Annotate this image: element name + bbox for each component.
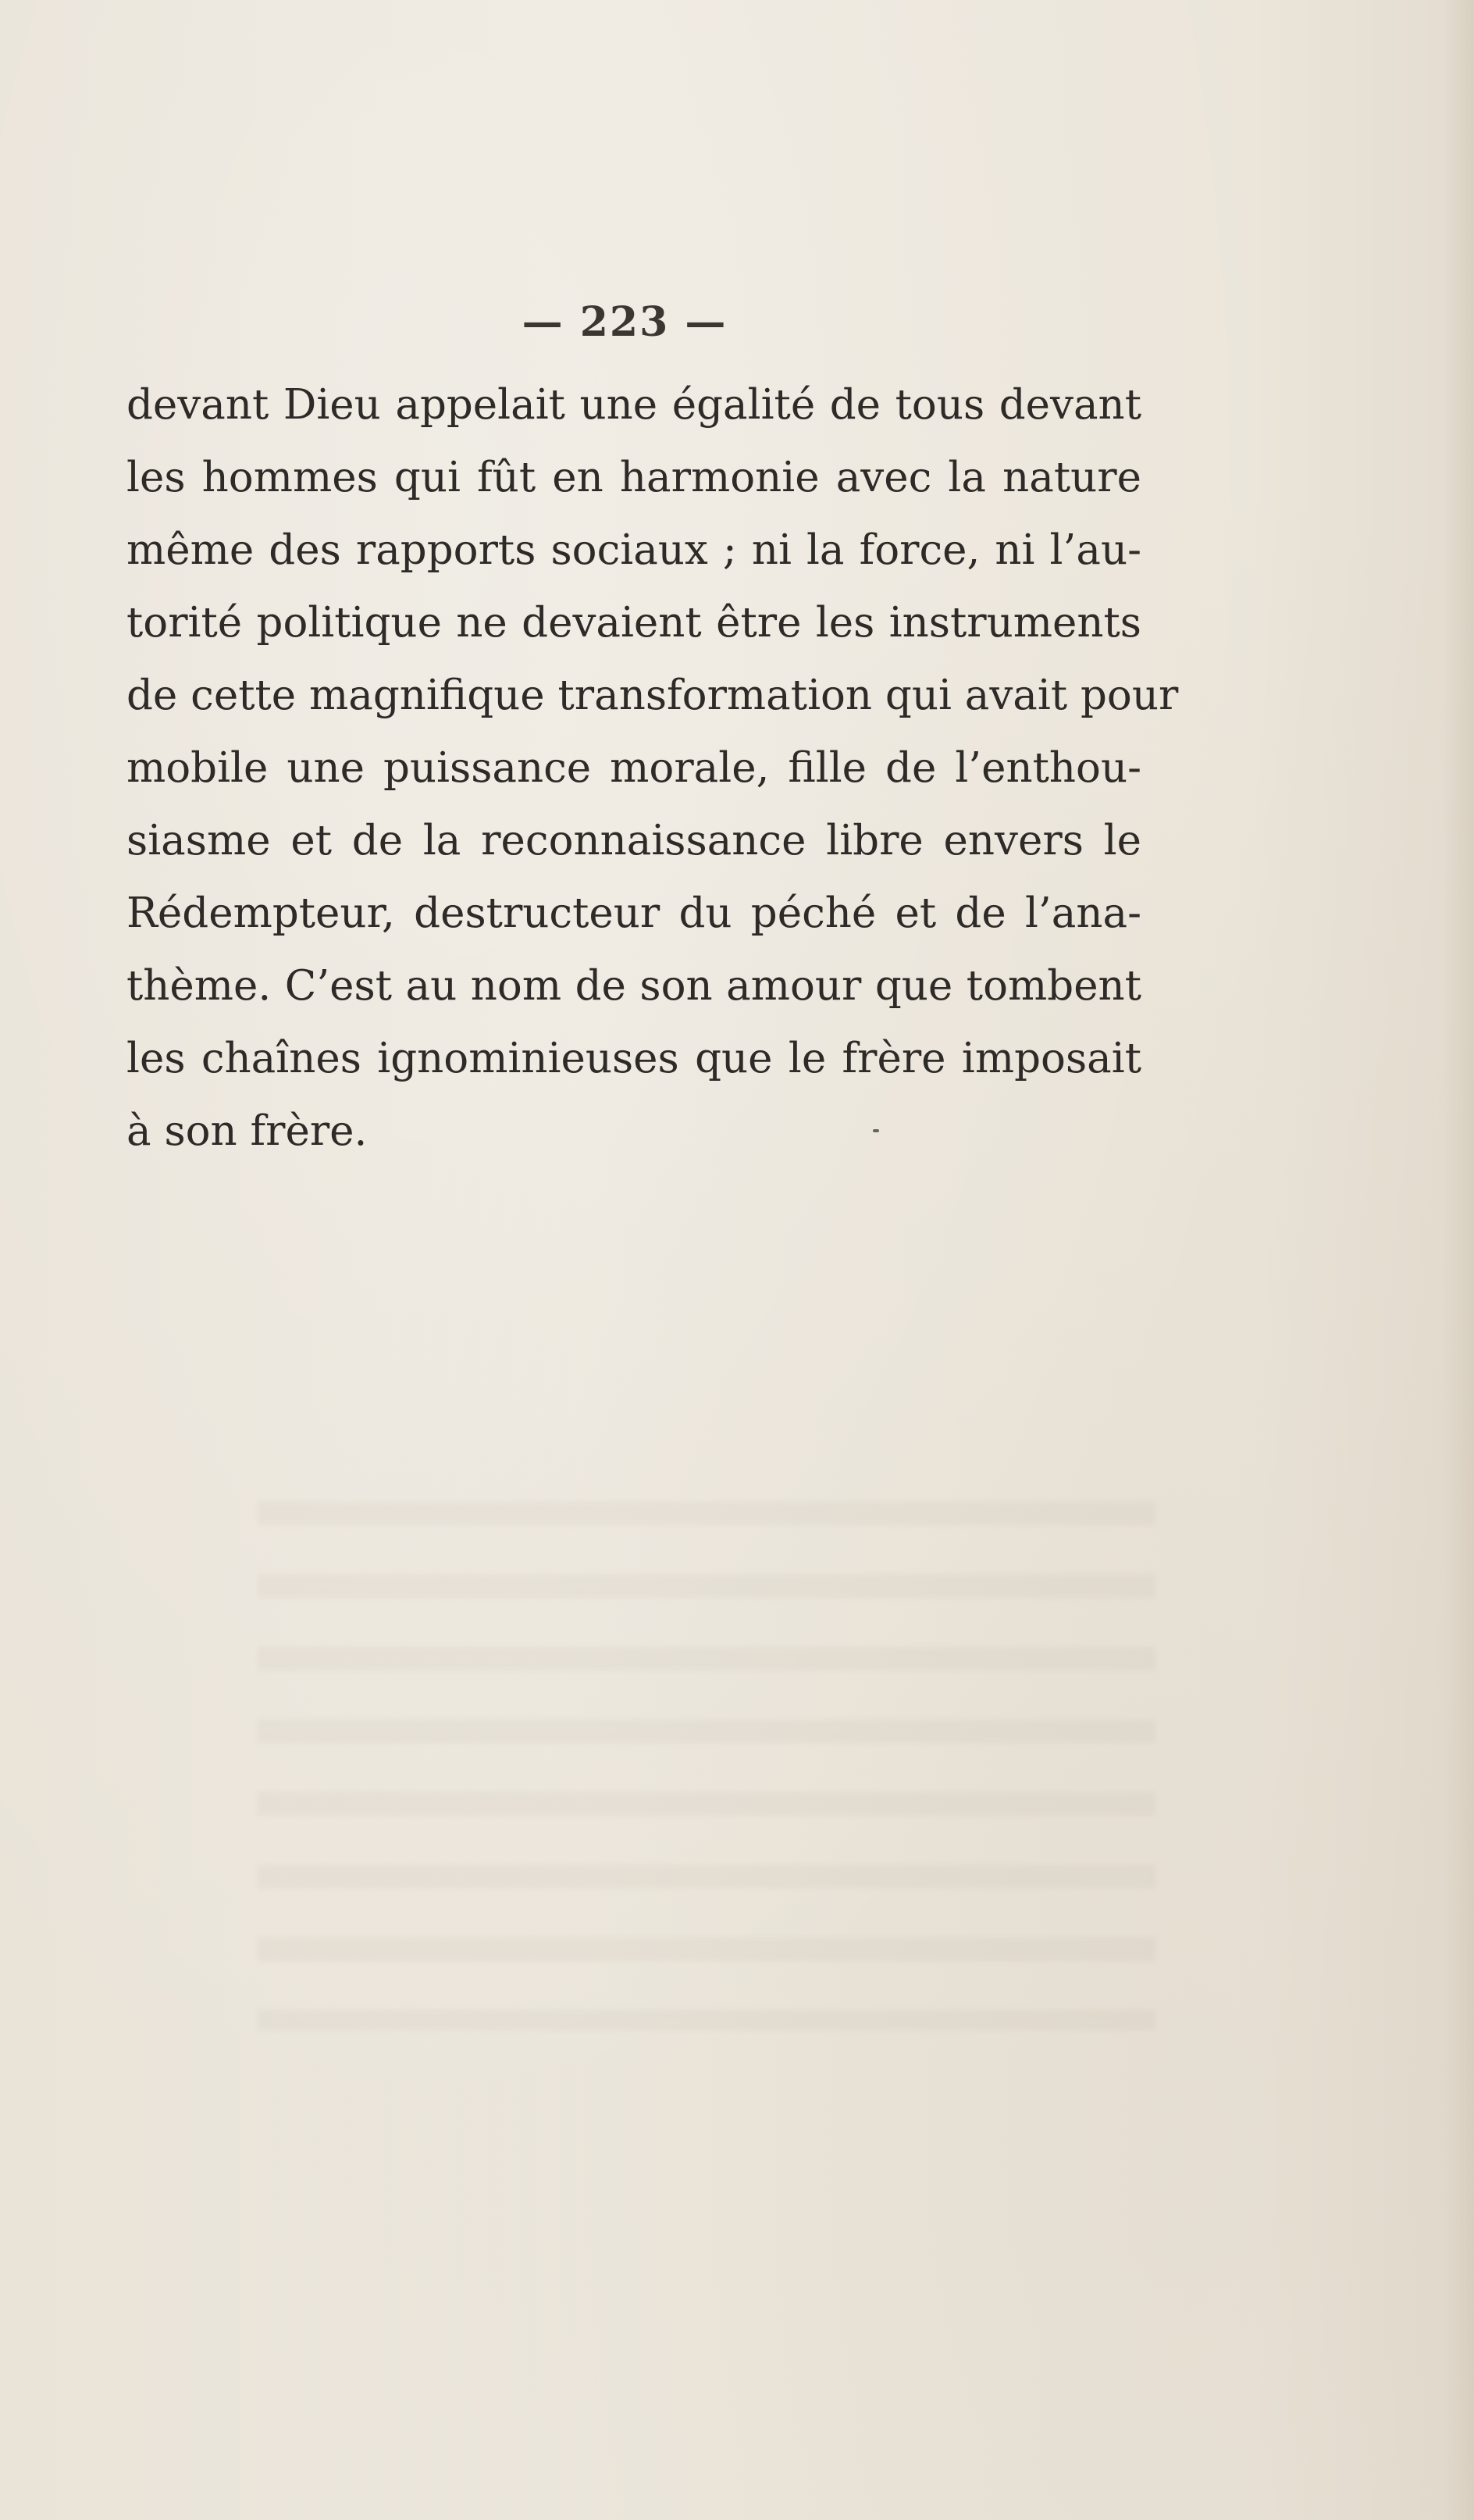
- text-line: siasme et de la reconnaissance libre envers le: [126, 817, 1141, 864]
- page-number: — 223 —: [522, 298, 728, 346]
- verso-bleed-through: [258, 1468, 1155, 2030]
- ink-speck: [873, 1129, 879, 1132]
- page-edge-shadow: [1443, 0, 1474, 2520]
- text-line-last: à son frère.: [126, 1107, 368, 1155]
- body-text: [126, 369, 1179, 1167]
- text-line: torité politique ne devaient être les instruments: [126, 599, 1141, 647]
- text-line: thème. C’est au nom de son amour que tombent: [126, 962, 1141, 1010]
- text-line: les chaînes ignominieuses que le frère imposait: [126, 1035, 1141, 1082]
- text-line: de cette magnifique transformation qui avait pour: [126, 672, 1179, 719]
- text-line: Rédempteur, destructeur du péché et de l’ana-: [126, 889, 1141, 937]
- text-line: même des rapports sociaux ; ni la force, ni l’au-: [126, 526, 1141, 574]
- text-line: mobile une puissance morale, fille de l’enthou-: [126, 744, 1141, 792]
- text-line: les hommes qui fût en harmonie avec la nature: [126, 454, 1141, 501]
- text-line: devant Dieu appelait une égalité de tous devant: [126, 381, 1141, 429]
